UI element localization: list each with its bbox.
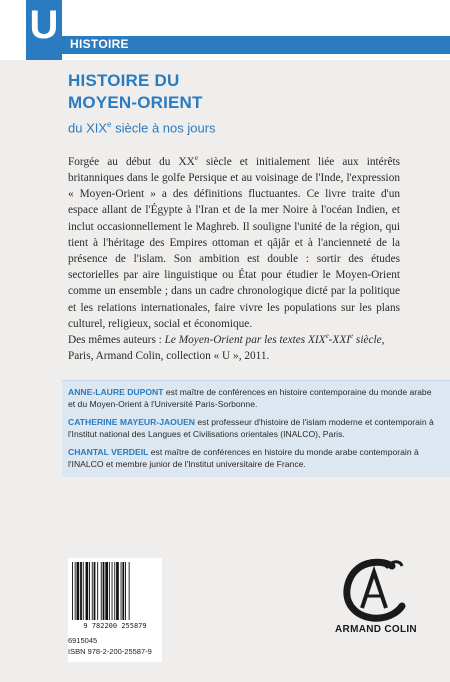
subtitle-post: siècle à nos jours [111,120,216,136]
sku-number: 6915045 [68,636,98,645]
title-line-1: HISTOIRE DU [68,71,180,90]
title-line-2: MOYEN-ORIENT [68,93,203,112]
description-start: Forgée au début du XX [68,155,195,168]
description-sup: e [194,154,198,162]
also-title [165,334,382,346]
author-name: CATHERINE MAYEUR-JAOUEN [68,417,196,427]
also-sup-b: e [350,332,354,340]
author-bio [68,387,438,410]
book-title [68,70,408,114]
description-body: siècle et initialement liée aux intérêts britanniques dans le golfe Persique et au voisinage de l'Inde, l'expression « Moyen-Orient » a des définitions fluctuantes. Ce livre traite d'un espace allant de l'Égypte à l'Iran et de la mer Noire à l'océan Indien, et inclut occasionnellement le Maghreb. Il souligne l'unité de la région, qui tient à l'héritage des Empires ottoman et qâjâr et à l'ancienneté de la présence de l'islam. Son ambition est double : sortir des études sectorielles par aire linguistique ou État pour étudier le Moyen-Orient comme un ensemble ; dans un cadre chronologique dicté par la politique et les relations internationales, faire vivre les populations sur les plans culturel, religieux, social et économique. [68,155,401,330]
author-name: ANNE-LAURE DUPONT [68,387,164,397]
barcode-icon [68,558,162,622]
barcode-digits: 9 782200 255879 [83,622,147,630]
book-subtitle [68,116,408,137]
author-bio-text: est maître de conférences en histoire contemporaine du monde arabe et du Moyen-Orient à l'Université Paris-Sorbonne. [68,387,432,409]
also-title-b: -XXI [328,333,350,346]
series-logo: U [26,0,62,60]
author-bios [62,380,450,477]
author-bio [68,417,438,440]
armand-colin-logo-icon [340,556,410,622]
also-prefix: Des mêmes auteurs : [68,333,165,346]
also-title-c: siècle [353,333,382,346]
subtitle-pre: du XIX [68,120,108,136]
author-bio-text: est maître de conférences en histoire du monde arabe contemporain à l'INALCO et membre junior de l'Institut universitaire de France. [68,447,419,469]
author-bio [68,447,438,470]
author-bio-text: est professeur d'histoire de l'islam moderne et contemporain à l'Institut national des Langues et Civilisations orientales (INALCO), Paris. [68,417,434,439]
author-name: CHANTAL VERDEIL [68,447,149,457]
subtitle-sup: e [107,120,112,129]
publisher-name: ARMAND COLIN [335,624,417,635]
series-label: HISTOIRE [70,37,129,51]
also-suffix: , Paris, Armand Colin, collection « U », 2011. [68,333,385,362]
also-title-a: Le Moyen-Orient par les textes XIX [164,333,326,346]
book-description [68,150,400,332]
also-by-authors [68,328,400,364]
series-band [62,36,450,54]
also-sup-a: e [325,332,329,340]
isbn-number: ISBN 978-2-200-25587-9 [68,647,152,656]
